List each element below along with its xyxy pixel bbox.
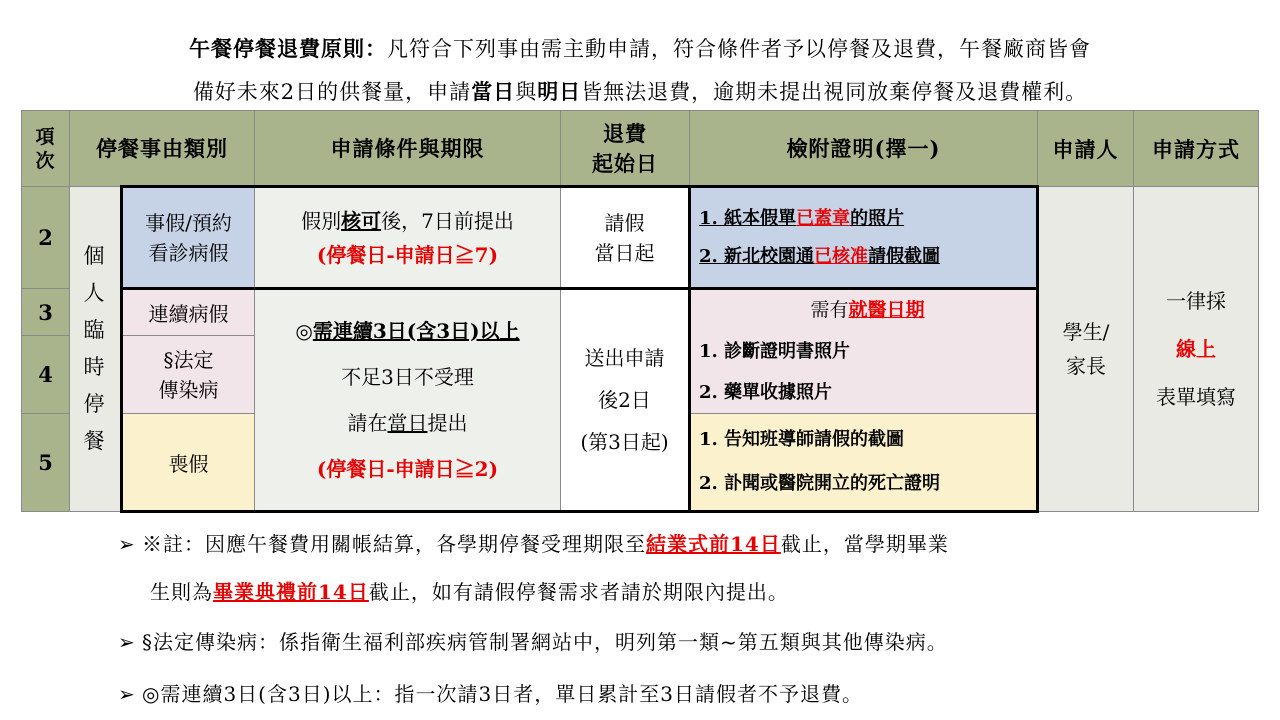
group-label-personal — [70, 187, 122, 512]
header-start-l2: 起始日 — [592, 151, 658, 176]
proof-medical — [690, 289, 1038, 414]
header-idx: 項次 — [22, 111, 70, 187]
group-char: 臨 — [83, 318, 107, 342]
header-start-l1: 退費 — [603, 121, 647, 146]
note-item — [118, 678, 863, 707]
condition-3-days — [255, 289, 561, 512]
method-l3: 表單填寫 — [1156, 385, 1236, 409]
cond-a: 假別 — [301, 208, 342, 233]
cond-c: 後，7日前提出 — [381, 208, 514, 233]
group-char: 時 — [83, 355, 107, 379]
intro-line-2 — [0, 76, 1280, 106]
start-l2: 當日起 — [594, 240, 655, 265]
group-char: 餐 — [83, 429, 107, 453]
group-char: 個 — [83, 244, 107, 268]
intro-today: 當日 — [471, 79, 516, 104]
intro-line-1 — [0, 33, 1280, 63]
title-colon: ： — [365, 36, 387, 61]
method-online: 線上 — [1176, 337, 1216, 361]
note-text: 截止，如有請假停餐需求者請於期限內提出。 — [368, 580, 789, 604]
cond-l3-today: 當日 — [387, 411, 428, 435]
proof-item: 1. 告知班導師請假的截圖 — [699, 429, 905, 450]
cond-mark: ◎ — [295, 319, 313, 343]
proof1-a: 1. 紙本假單 — [699, 207, 797, 229]
row-index: 4 — [22, 336, 70, 414]
category-l2: 看診病假 — [148, 240, 229, 265]
method-l1: 一律採 — [1166, 289, 1226, 313]
method-cell — [1134, 187, 1259, 512]
proof-item — [699, 200, 1036, 238]
cond-l3 — [255, 400, 560, 446]
cond-continuous — [255, 308, 560, 354]
start-after-2-days — [561, 289, 690, 512]
condition-text — [255, 204, 560, 238]
category-bereavement: 喪假 — [122, 414, 255, 512]
proof-bereavement — [690, 414, 1038, 512]
intro-tomorrow: 明日 — [537, 79, 582, 104]
note-text: §法定傳染病：係指衛生福利部疾病管制署網站中，明列第一類~第五類與其他傳染病。 — [142, 630, 948, 654]
proof1-stamped: 已蓋章 — [796, 207, 851, 229]
start-l2: 後2日 — [598, 388, 651, 412]
proof-item: 2. 藥單收據照片 — [699, 382, 833, 403]
header-proof: 檢附證明(擇一) — [690, 111, 1038, 187]
category-continuous-sick: 連續病假 — [122, 289, 255, 336]
proof-head-a: 需有 — [810, 299, 849, 321]
header-row — [22, 111, 1259, 187]
cond-l3-c: 提出 — [427, 411, 468, 435]
proof2-c: 請假截圖 — [868, 245, 941, 267]
cond-formula-2: (停餐日-申請日≧2) — [316, 457, 499, 481]
arrow-bullet-icon: ➢ — [118, 532, 136, 556]
header-condition: 申請條件與期限 — [255, 111, 561, 187]
note-text: 截止，當學期畢業 — [780, 532, 949, 556]
intro-text-2a: 備好未來2日的供餐量，申請 — [192, 80, 472, 104]
header-method: 申請方式 — [1134, 111, 1259, 187]
row-index: 3 — [22, 289, 70, 336]
category-l1: 事假/預約 — [145, 210, 232, 235]
category-l2: 傳染病 — [158, 377, 219, 402]
category-personal-leave — [122, 187, 255, 289]
note-graduation-deadline: 畢業典禮前14日 — [213, 580, 369, 604]
category-infectious — [122, 336, 255, 414]
intro-text-2b: 皆無法退費，逾期未提出視同放棄停餐及退費權利。 — [581, 80, 1088, 104]
proof2-approved: 已核准 — [814, 245, 869, 267]
note-deadline: 結業式前14日 — [646, 532, 781, 556]
meal-suspension-table — [21, 110, 1259, 513]
proof-head-date: 就醫日期 — [848, 299, 925, 321]
note-text: ※註：因應午餐費用關帳結算，各學期停餐受理期限至 — [142, 532, 646, 556]
header-category: 停餐事由類別 — [70, 111, 255, 187]
proof-item: 1. 診斷證明書照片 — [699, 341, 851, 362]
header-start — [561, 111, 690, 187]
note-item — [118, 528, 949, 557]
category-l1: §法定 — [163, 347, 214, 372]
applicant-l2: 家長 — [1066, 354, 1106, 378]
cond-l1: 需連續3日(含3日)以上 — [312, 319, 520, 343]
cond-l3-a: 請在 — [347, 411, 388, 435]
proof-item: 2. 訃聞或醫院開立的死亡證明 — [699, 473, 941, 494]
proof-personal-leave — [690, 187, 1038, 289]
row-index: 2 — [22, 187, 70, 289]
note-text: 生則為 — [150, 580, 213, 604]
applicant-l1: 學生/ — [1062, 320, 1110, 344]
start-l1: 請假 — [604, 210, 645, 235]
proof1-c: 的照片 — [850, 207, 905, 229]
table-row — [22, 187, 1259, 289]
proof-medical-head — [699, 290, 1036, 331]
policy-title: 午餐停餐退費原則 — [189, 36, 365, 61]
arrow-bullet-icon: ➢ — [118, 630, 136, 654]
condition-7-days — [255, 187, 561, 289]
start-l1: 送出申請 — [584, 346, 665, 370]
cond-l2: 不足3日不受理 — [341, 365, 474, 389]
start-l3: (第3日起) — [580, 430, 669, 454]
intro-and: 與 — [515, 80, 538, 104]
row-index: 5 — [22, 414, 70, 512]
start-leave-day — [561, 187, 690, 289]
proof2-a: 2. 新北校園通 — [699, 245, 815, 267]
intro-text-1: 凡符合下列事由需主動申請，符合條件者予以停餐及退費，午餐廠商皆會 — [387, 37, 1091, 61]
cond-approved: 核可 — [341, 208, 382, 233]
header-applicant: 申請人 — [1038, 111, 1134, 187]
note-item-cont — [150, 576, 789, 605]
note-text: ◎需連續3日(含3日)以上：指一次請3日者，單日累計至3日請假者不予退費。 — [142, 682, 863, 706]
proof-item — [699, 238, 1036, 276]
cond-formula-7: (停餐日-申請日≧7) — [316, 242, 499, 267]
group-char: 停 — [83, 392, 107, 416]
arrow-bullet-icon: ➢ — [118, 682, 136, 706]
note-item — [118, 626, 948, 655]
group-char: 人 — [83, 281, 107, 305]
applicant-cell — [1038, 187, 1134, 512]
